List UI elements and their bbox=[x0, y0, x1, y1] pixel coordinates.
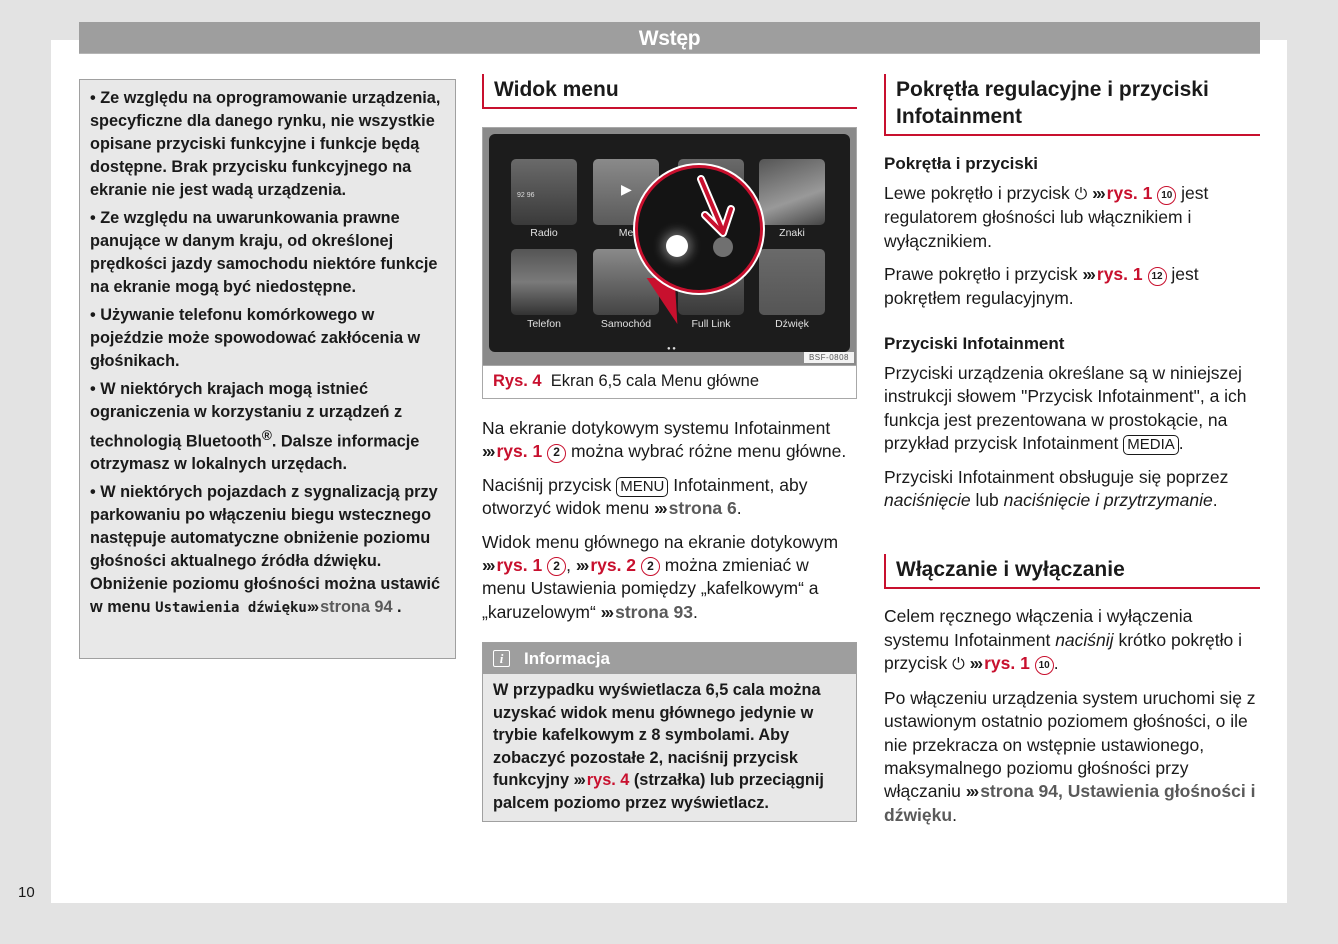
paragraph: Celem ręcznego włączenia i wyłączenia systemu Infotainment naciśnij krótko pokrętło i przycisk ⏻ ››› rys. 1 10 . bbox=[884, 605, 1260, 676]
callout-number: 10 bbox=[1157, 186, 1176, 205]
reference-arrows-icon: ››› bbox=[573, 771, 584, 790]
paragraph: Prawe pokrętło i przycisk ››› rys. 1 12 jest pokrętłem regulacyjnym. bbox=[884, 264, 1199, 308]
page-dot-active bbox=[666, 235, 688, 257]
info-box bbox=[482, 642, 857, 822]
note-item: • Używanie telefonu komórkowego w pojeździe może spowodować zakłócenia w głośnikach. bbox=[90, 306, 421, 370]
chapter-header bbox=[79, 22, 1260, 54]
paragraph: Przyciski urządzenia określane są w niniejszej instrukcji słowem "Przycisk Infotainment", a ich funkcja jest prezentowana w prostokącie, na przykład przycisk Infotainment MEDIA . bbox=[884, 363, 1247, 454]
figure-number: Rys. 4 bbox=[493, 372, 542, 390]
paragraph: Widok menu głównego na ekranie dotykowym ››› rys. 1 2 , ››› rys. 2 2 można zmieniać w menu Ustawienia pomiędzy „kafelkowym“ a „karuzelowym“ ››› strona 93. bbox=[482, 531, 839, 622]
figure-link[interactable]: rys. 4 bbox=[586, 771, 630, 790]
tile-dzwiek bbox=[759, 249, 825, 315]
middle-column bbox=[482, 74, 857, 822]
red-arrow-icon bbox=[691, 175, 741, 243]
page-link[interactable]: strona 94 bbox=[320, 598, 393, 617]
info-title: Informacja bbox=[524, 648, 610, 668]
reference-arrows-icon: ››› bbox=[482, 555, 494, 576]
page-indicator: ● ● bbox=[667, 346, 676, 352]
reference-arrows-icon: ››› bbox=[969, 653, 982, 674]
figure-caption: Rys. 4 Ekran 6,5 cala Menu główne bbox=[483, 365, 856, 398]
figure-code: BSF-0808 bbox=[804, 352, 854, 363]
chapter-title: Wstęp bbox=[638, 26, 701, 50]
play-icon: ▶ bbox=[621, 181, 632, 197]
media-key: MEDIA bbox=[1123, 435, 1179, 455]
power-icon: ⏻ bbox=[952, 656, 965, 674]
reference-arrows-icon: ››› bbox=[1092, 183, 1104, 203]
reference-arrows-icon: ››› bbox=[306, 598, 318, 617]
sub-heading: Przyciski Infotainment bbox=[884, 334, 1065, 354]
figure-link[interactable]: rys. 1 bbox=[1106, 183, 1153, 203]
callout-number: 10 bbox=[1035, 656, 1054, 675]
section-heading: Pokrętła regulacyjne i przyciski Infotainment bbox=[884, 74, 1260, 136]
figure-link[interactable]: rys. 1 bbox=[496, 441, 543, 462]
page-link[interactable]: strona 6 bbox=[668, 498, 737, 519]
callout-number: 2 bbox=[547, 557, 566, 576]
tile-telefon bbox=[511, 249, 577, 315]
info-icon: i bbox=[493, 650, 510, 667]
page-number: 10 bbox=[18, 884, 35, 901]
note-item: • Ze względu na uwarunkowania prawne panujące w danym kraju, od określonej prędkości jazdy samochodu niektóre funkcje na ekranie mogą być niedostępne. bbox=[90, 209, 438, 296]
note-item: • W niektórych krajach mogą istnieć ograniczenia w korzystaniu z urządzeń z technologią Bluetooth®. Dalsze informacje otrzymasz w lokalnych urzędach. bbox=[90, 380, 420, 474]
paragraph: Naciśnij przycisk MENU Infotainment, aby otworzyć widok menu ››› strona 6. bbox=[482, 474, 808, 519]
notes-box bbox=[79, 79, 456, 659]
callout-number: 2 bbox=[641, 557, 660, 576]
reference-arrows-icon: ››› bbox=[965, 781, 978, 802]
note-item: • Ze względu na oprogramowanie urządzenia, specyficzne dla danego rynku, nie wszystkie opisane przyciski funkcyjne i funkcje będą dostępne. Brak przycisku funkcyjnego na ekranie nie jest wadą urządzenia. bbox=[90, 89, 441, 199]
figure-link[interactable]: rys. 1 bbox=[496, 555, 543, 576]
menu-path: Ustawienia dźwięku bbox=[155, 600, 307, 617]
figure-link[interactable]: rys. 2 bbox=[590, 555, 637, 576]
tile-znaki bbox=[759, 159, 825, 225]
paragraph: Po włączeniu urządzenia system uruchomi się z ustawionym ostatnio poziomem głośności, o ile nie przekracza on wstępnie ustawionego, maksymalnego poziomu głośności przy włączaniu ››› strona 94, Ustawienia głośności i dźwięku. bbox=[884, 687, 1256, 825]
middle-body bbox=[482, 417, 857, 624]
infotainment-screen-image bbox=[483, 128, 856, 365]
paragraph: Przyciski Infotainment obsługuje się poprzez naciśnięcie lub naciśnięcie i przytrzymanie. bbox=[884, 466, 1229, 511]
section-heading: Widok menu bbox=[482, 74, 857, 109]
info-body: W przypadku wyświetlacza 6,5 cala można uzyskać widok menu głównego jedynie w trybie kafelkowym z 8 symbolami. Aby zobaczyć pozostałe 2, naciśnij przycisk funkcyjny ››› rys. 4 (strzałka) lub przeciągnij palcem poziomo przez wyświetlacz. bbox=[493, 681, 824, 812]
callout-number: 12 bbox=[1148, 267, 1167, 286]
note-item: • W niektórych pojazdach z sygnalizacją przy parkowaniu po włączeniu biegu wstecznego następuje automatyczne obniżenie poziomu głośności aktualnego źródła dźwięku. Obniżenie poziomu głośności można ustawić w menu Ustawienia dźwięku››› strona 94 . bbox=[90, 483, 441, 617]
reference-arrows-icon: ››› bbox=[654, 498, 666, 519]
tile-radio: 92 96 bbox=[511, 159, 577, 225]
figure-link[interactable]: rys. 1 bbox=[1096, 264, 1143, 285]
screen: 92 96 ▶ Radio Me Znaki Telefon Samochód Full Link Dźwięk ● ● bbox=[489, 134, 850, 352]
figure bbox=[482, 127, 857, 399]
power-icon: ⏻ bbox=[1074, 186, 1088, 203]
reference-arrows-icon: ››› bbox=[575, 555, 588, 576]
paragraph: Na ekranie dotykowym systemu Infotainment ››› rys. 1 2 można wybrać różne menu główne. bbox=[482, 418, 847, 462]
section-heading: Włączanie i wyłączanie bbox=[884, 554, 1260, 589]
right-column bbox=[884, 74, 1260, 837]
reference-arrows-icon: ››› bbox=[482, 441, 494, 462]
page-link[interactable]: strona 94, Ustawienia głośności i dźwięku bbox=[884, 781, 1256, 825]
page-link[interactable]: strona 93 bbox=[615, 601, 693, 622]
callout-number: 2 bbox=[547, 444, 566, 463]
info-header bbox=[483, 643, 856, 674]
sub-heading: Pokrętła i przyciski bbox=[884, 154, 1039, 173]
menu-key: MENU bbox=[616, 477, 668, 497]
figure-link[interactable]: rys. 1 bbox=[984, 653, 1030, 674]
reference-arrows-icon: ››› bbox=[1082, 264, 1094, 285]
paragraph: Lewe pokrętło i przycisk ⏻ ››› rys. 1 10 jest regulatorem głośności lub włącznikiem i wyłącznikiem. bbox=[884, 183, 1209, 251]
reference-arrows-icon: ››› bbox=[600, 601, 613, 622]
